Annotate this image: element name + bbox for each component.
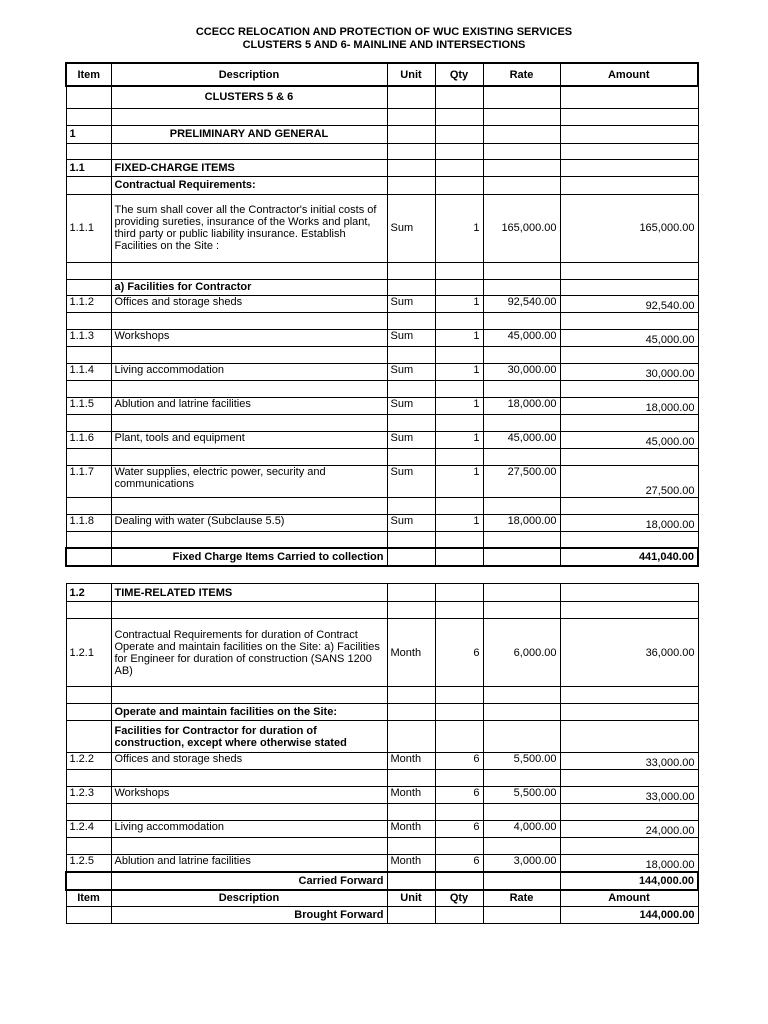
item-unit: Month [387, 855, 435, 872]
spacer-row [66, 497, 698, 514]
item-number: 1.1.7 [66, 465, 111, 497]
item-amount: 30,000.00 [560, 363, 698, 380]
subsection-title: TIME-RELATED ITEMS [111, 584, 387, 602]
item-unit: Sum [387, 397, 435, 414]
item-rate: 6,000.00 [483, 619, 560, 687]
item-description: The sum shall cover all the Contractor's initial costs of providing sureties, insurance of the Works and plant, third party or public liability insurance. Establish Facilities on the Site : [111, 194, 387, 262]
item-unit: Sum [387, 431, 435, 448]
item-qty: 6 [435, 821, 483, 838]
operate-maintain-label: Operate and maintain facilities on the Site: [111, 704, 387, 721]
item-rate: 45,000.00 [483, 431, 560, 448]
item-description: Offices and storage sheds [111, 753, 387, 770]
carried-forward-amount: 144,000.00 [560, 872, 698, 890]
item-description: Dealing with water (Subclause 5.5) [111, 514, 387, 531]
item-amount: 45,000.00 [560, 329, 698, 346]
header-unit: Unit [387, 63, 435, 86]
item-qty: 6 [435, 753, 483, 770]
item-unit: Sum [387, 329, 435, 346]
item-qty: 6 [435, 619, 483, 687]
item-description: Contractual Requirements for duration of Contract Operate and maintain facilities on the Site: a) Facilities for Engineer for duration of construction (SANS 1200 AB) [111, 619, 387, 687]
fixed-total-amount: 441,040.00 [560, 548, 698, 566]
header-item: Item [66, 890, 111, 907]
header-qty: Qty [435, 890, 483, 907]
facilities-contractor-label: a) Facilities for Contractor [111, 279, 387, 295]
item-number: 1.1.3 [66, 329, 111, 346]
item-amount: 24,000.00 [560, 821, 698, 838]
item-unit: Month [387, 753, 435, 770]
item-rate: 18,000.00 [483, 514, 560, 531]
table-row [66, 821, 698, 838]
section-number: 1 [66, 125, 111, 143]
boq-table-fixed [65, 62, 699, 567]
item-qty: 6 [435, 855, 483, 872]
subsection-number: 1.2 [66, 584, 111, 602]
item-qty: 1 [435, 363, 483, 380]
table-row [66, 753, 698, 770]
boq-table-time [65, 583, 699, 924]
table-row [66, 855, 698, 872]
item-amount: 45,000.00 [560, 431, 698, 448]
item-unit: Sum [387, 363, 435, 380]
header-description: Description [111, 63, 387, 86]
item-qty: 1 [435, 295, 483, 312]
header-qty: Qty [435, 63, 483, 86]
item-unit: Month [387, 787, 435, 804]
header-rate: Rate [483, 63, 560, 86]
item-description: Ablution and latrine facilities [111, 397, 387, 414]
item-qty: 1 [435, 329, 483, 346]
spacer-row [66, 380, 698, 397]
table-row [66, 514, 698, 531]
table-row [66, 465, 698, 497]
item-unit: Sum [387, 194, 435, 262]
item-amount: 36,000.00 [560, 619, 698, 687]
item-number: 1.1.5 [66, 397, 111, 414]
spacer-row [66, 312, 698, 329]
header-rate: Rate [483, 890, 560, 907]
item-description: Ablution and latrine facilities [111, 855, 387, 872]
item-description: Workshops [111, 787, 387, 804]
document-title-line1: CCECC RELOCATION AND PROTECTION OF WUC EXISTING SERVICES [195, 26, 573, 38]
item-qty: 1 [435, 194, 483, 262]
item-rate: 18,000.00 [483, 397, 560, 414]
spacer-row [66, 770, 698, 787]
table-row [66, 787, 698, 804]
item-rate: 5,500.00 [483, 787, 560, 804]
item-rate: 5,500.00 [483, 753, 560, 770]
item-amount: 33,000.00 [560, 787, 698, 804]
table-row [66, 431, 698, 448]
table-row [66, 397, 698, 414]
item-number: 1.2.4 [66, 821, 111, 838]
item-number: 1.1.6 [66, 431, 111, 448]
item-rate: 3,000.00 [483, 855, 560, 872]
item-description: Workshops [111, 329, 387, 346]
table-row [66, 363, 698, 380]
item-number: 1.2.3 [66, 787, 111, 804]
table-row [66, 619, 698, 687]
spacer-row [66, 838, 698, 855]
item-description: Living accommodation [111, 821, 387, 838]
facilities-duration-label: Facilities for Contractor for duration of construction, except where otherwise stated [111, 721, 387, 753]
header-description: Description [111, 890, 387, 907]
carried-forward-label: Carried Forward [111, 872, 387, 890]
section-title: PRELIMINARY AND GENERAL [111, 125, 387, 143]
contractual-requirements-label: Contractual Requirements: [111, 176, 387, 194]
item-qty: 1 [435, 397, 483, 414]
item-amount: 92,540.00 [560, 295, 698, 312]
header-item: Item [66, 63, 111, 86]
spacer-row [66, 448, 698, 465]
item-rate: 165,000.00 [483, 194, 560, 262]
item-description: Plant, tools and equipment [111, 431, 387, 448]
item-rate: 92,540.00 [483, 295, 560, 312]
item-amount: 165,000.00 [560, 194, 698, 262]
spacer-row [66, 414, 698, 431]
item-description: Living accommodation [111, 363, 387, 380]
item-unit: Sum [387, 514, 435, 531]
item-rate: 4,000.00 [483, 821, 560, 838]
subsection-number: 1.1 [66, 159, 111, 176]
item-qty: 6 [435, 787, 483, 804]
table-row [66, 194, 698, 262]
header-unit: Unit [387, 890, 435, 907]
brought-forward-amount: 144,000.00 [560, 907, 698, 924]
brought-forward-label: Brought Forward [111, 907, 387, 924]
item-amount: 18,000.00 [560, 514, 698, 531]
item-rate: 30,000.00 [483, 363, 560, 380]
item-unit: Sum [387, 465, 435, 497]
item-number: 1.1.2 [66, 295, 111, 312]
item-amount: 27,500.00 [560, 465, 698, 497]
item-rate: 27,500.00 [483, 465, 560, 497]
item-unit: Sum [387, 295, 435, 312]
document-title-line2: CLUSTERS 5 AND 6- MAINLINE AND INTERSECTIONS [242, 39, 526, 51]
header-amount: Amount [560, 63, 698, 86]
table-row [66, 329, 698, 346]
spacer-row [66, 346, 698, 363]
item-description: Water supplies, electric power, security and communications [111, 465, 387, 497]
spacer-row [66, 804, 698, 821]
item-unit: Month [387, 619, 435, 687]
item-amount: 18,000.00 [560, 855, 698, 872]
item-rate: 45,000.00 [483, 329, 560, 346]
subsection-title: FIXED-CHARGE ITEMS [111, 159, 387, 176]
item-number: 1.2.2 [66, 753, 111, 770]
item-qty: 1 [435, 465, 483, 497]
item-unit: Month [387, 821, 435, 838]
item-amount: 18,000.00 [560, 397, 698, 414]
header-amount: Amount [560, 890, 698, 907]
item-number: 1.1.1 [66, 194, 111, 262]
item-amount: 33,000.00 [560, 753, 698, 770]
item-number: 1.1.4 [66, 363, 111, 380]
fixed-total-label: Fixed Charge Items Carried to collection [111, 548, 387, 566]
item-qty: 1 [435, 514, 483, 531]
spacer-row [66, 531, 698, 548]
table-row [66, 295, 698, 312]
item-number: 1.2.1 [66, 619, 111, 687]
item-number: 1.2.5 [66, 855, 111, 872]
item-qty: 1 [435, 431, 483, 448]
item-description: Offices and storage sheds [111, 295, 387, 312]
clusters-label: CLUSTERS 5 & 6 [111, 86, 387, 108]
item-number: 1.1.8 [66, 514, 111, 531]
